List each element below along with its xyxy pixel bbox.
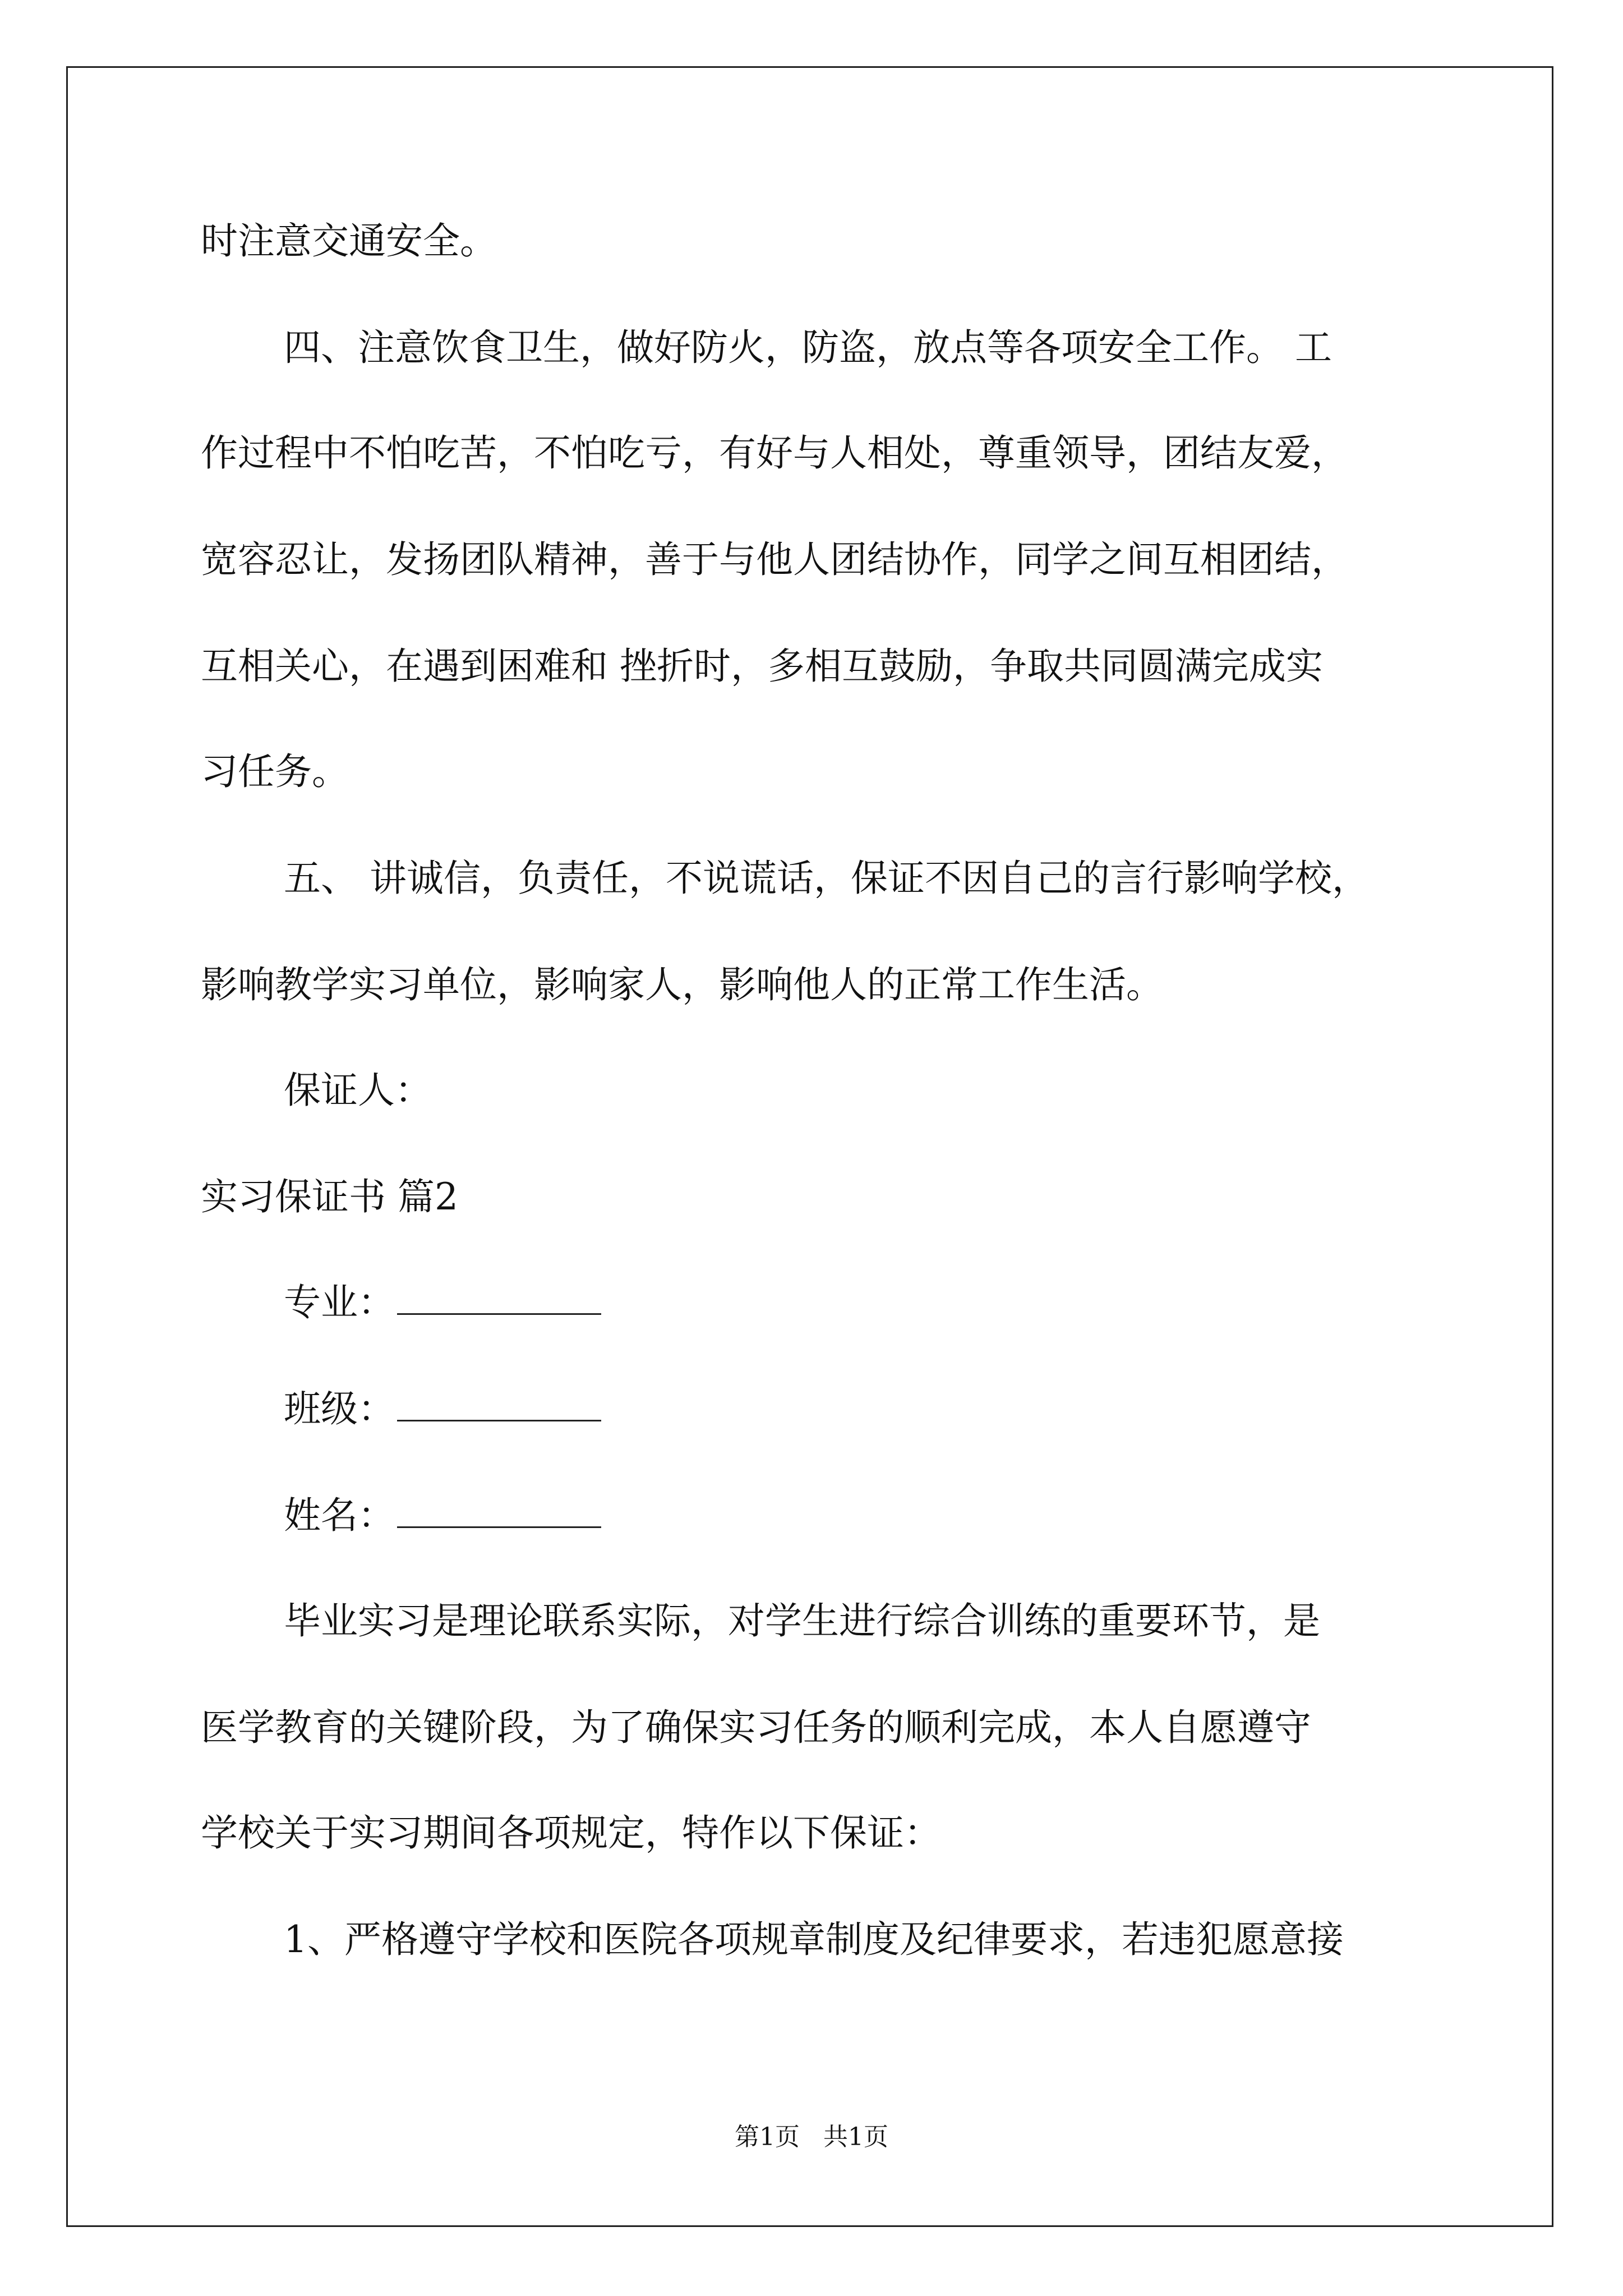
field-class-blank (397, 1418, 601, 1421)
paragraph-line: 学校关于实习期间各项规定，特作以下保证： (201, 1811, 941, 1855)
page-border (66, 66, 1553, 2227)
field-name (284, 1493, 601, 1538)
section-title: 实习保证书 篇2 (201, 1175, 458, 1218)
guarantor-label: 保证人： (284, 1069, 432, 1112)
paragraph-line: 宽容忍让，发扬团队精神，善于与他人团结协作，同学之间互相团结， (201, 538, 1348, 581)
field-name-label: 姓名： (284, 1494, 395, 1537)
field-class (284, 1387, 601, 1432)
paragraph-line: 四、注意饮食卫生，做好防火，防盗，放点等各项安全工作。 工 (284, 326, 1332, 369)
paragraph-line: 时注意交通安全。 (201, 219, 497, 263)
paragraph-line: 1、严格遵守学校和医院各项规章制度及纪律要求，若违犯愿意接 (284, 1918, 1344, 1961)
page-footer: 第1页 共1页 (735, 2123, 888, 2151)
paragraph-line: 作过程中不怕吃苦，不怕吃亏，有好与人相处，尊重领导，团结友爱， (201, 431, 1348, 475)
paragraph-line: 五、 讲诚信，负责任，不说谎话，保证不因自己的言行影响学校， (284, 857, 1369, 900)
paragraph-line: 习任务。 (201, 750, 349, 793)
paragraph-line: 互相关心，在遇到困难和 挫折时，多相互鼓励，争取共同圆满完成实 (201, 645, 1323, 688)
paragraph-line: 毕业实习是理论联系实际，对学生进行综合训练的重要环节，是 (284, 1599, 1320, 1642)
field-major (284, 1280, 601, 1325)
field-name-blank (397, 1524, 601, 1528)
field-class-label: 班级： (284, 1387, 395, 1430)
paragraph-line: 影响教学实习单位，影响家人，影响他人的正常工作生活。 (201, 963, 1163, 1006)
field-major-blank (397, 1311, 601, 1315)
paragraph-line: 医学教育的关键阶段，为了确保实习任务的顺利完成，本人自愿遵守 (201, 1706, 1311, 1749)
field-major-label: 专业： (284, 1281, 395, 1324)
